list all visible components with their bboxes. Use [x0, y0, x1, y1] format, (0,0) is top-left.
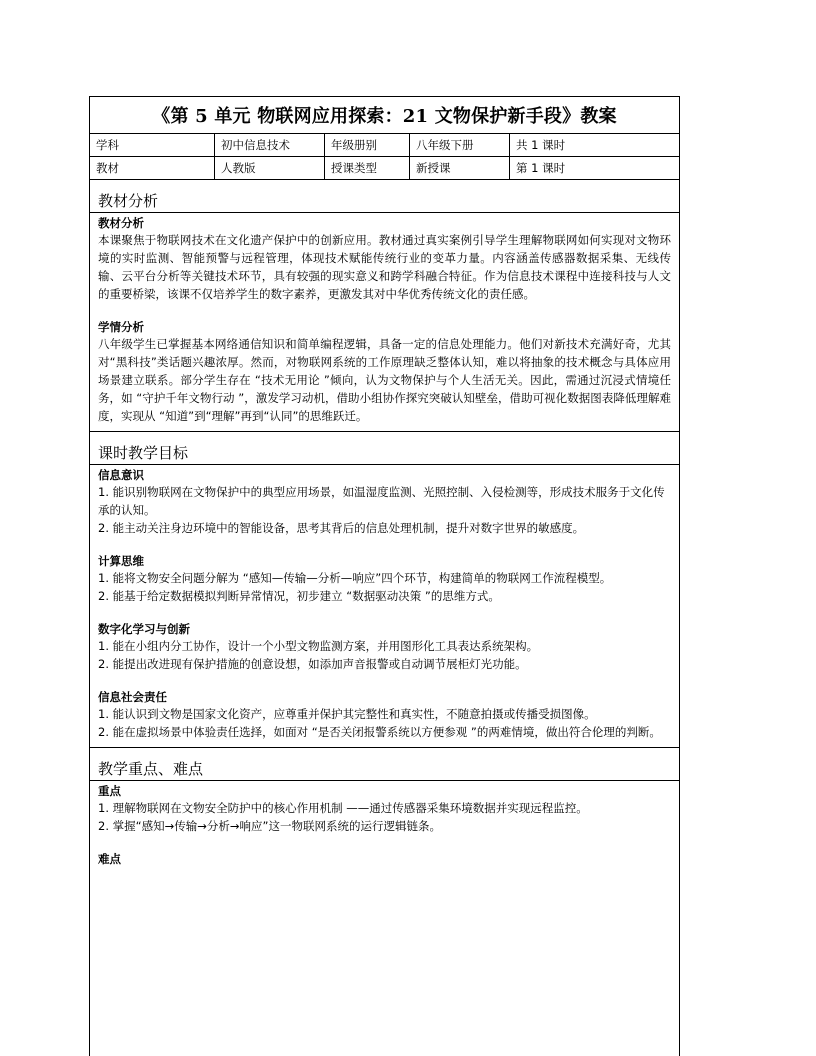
- total-hours: 共 1 课时: [516, 138, 566, 152]
- keypoints-heading: 教学重点、难点: [90, 748, 679, 781]
- page-title: 《第 5 单元 物联网应用探索：21 文物保护新手段》教案: [90, 97, 679, 134]
- focus-label: 重点: [98, 784, 121, 798]
- textbook-label: 教材: [90, 157, 215, 179]
- info-row-textbook: [90, 157, 679, 180]
- objective-group-label: 数字化学习与创新: [98, 622, 190, 636]
- focus-item: 2. 掌握“感知→传输→分析→响应”这一物联网系统的运行逻辑链条。: [98, 819, 441, 833]
- keypoints-section: [90, 748, 679, 873]
- objective-group-label: 信息意识: [98, 468, 144, 482]
- objective-item: 2. 能在虚拟场景中体验责任选择，如面对 “是否关闭报警系统以方便参观 ”的两难情境，做出符合伦理的判断。: [98, 725, 661, 739]
- objective-item: 2. 能主动关注身边环境中的智能设备，思考其背后的信息处理机制，提升对数字世界的敏感度。: [98, 521, 585, 535]
- textbook-value: 人教版: [215, 157, 325, 179]
- objective-group-label: 计算思维: [98, 554, 144, 568]
- lesson-type-label: 授课类型: [325, 157, 410, 179]
- objective-item: 2. 能基于给定数据模拟判断异常情况，初步建立 “数据驱动决策 ”的思维方式。: [98, 589, 500, 603]
- info-row-subject: [90, 134, 679, 157]
- subject-label: 学科: [90, 134, 215, 156]
- current-hour: 第 1 课时: [516, 161, 566, 175]
- objective-item: 1. 能将文物安全问题分解为 “感知—传输—分析—响应”四个环节，构建简单的物联网工作流程模型。: [98, 571, 612, 585]
- difficulty-label: 难点: [98, 852, 121, 866]
- objective-item: 2. 能提出改进现有保护措施的创意设想，如添加声音报警或自动调节展柜灯光功能。: [98, 657, 527, 671]
- objective-item: 1. 能在小组内分工协作，设计一个小型文物监测方案，并用图形化工具表达系统架构。: [98, 639, 539, 653]
- objectives-heading: 课时教学目标: [90, 432, 679, 465]
- objective-item: 1. 能认识到文物是国家文化资产，应尊重并保护其完整性和真实性，不随意拍摄或传播受损图像。: [98, 707, 596, 721]
- objectives-section: [90, 432, 679, 748]
- objective-item: 1. 能识别物联网在文物保护中的典型应用场景，如温湿度监测、光照控制、入侵检测等，形成技术服务于文化传承的认知。: [98, 485, 665, 517]
- objective-group-label: 信息社会责任: [98, 690, 167, 704]
- analysis-section: [90, 180, 679, 432]
- analysis-heading: 教材分析: [90, 180, 679, 213]
- lesson-plan-table: [89, 96, 680, 1056]
- grade-label: 年级册别: [325, 134, 410, 156]
- lesson-type-value: 新授课: [410, 157, 510, 179]
- student-analysis-text: 八年级学生已掌握基本网络通信知识和简单编程逻辑，具备一定的信息处理能力。他们对新技术充满好奇，尤其对“黑科技”类话题兴趣浓厚。然而，对物联网系统的工作原理缺乏整体认知，难以将抽象的技术概念与具体应用场景建立联系。部分学生存在 “技术无用论 ”倾向，认为文物保护与个人生活无关。因此，需通过沉浸式情境任务，如 “守护千年文物行动 ”，激发学习动机，借助小组协作探究突破认知壁垒，借助可视化数据图表降低理解难度，实现从 “知道”到“理解”再到“认同”的思维跃迁。: [98, 337, 671, 423]
- material-analysis-label: 教材分析: [98, 216, 144, 230]
- student-analysis-label: 学情分析: [98, 320, 144, 334]
- focus-item: 1. 理解物联网在文物安全防护中的核心作用机制 ——通过传感器采集环境数据并实现远程监控。: [98, 801, 588, 815]
- grade-value: 八年级下册: [410, 134, 510, 156]
- material-analysis-text: 本课聚焦于物联网技术在文化遗产保护中的创新应用。教材通过真实案例引导学生理解物联网如何实现对文物环境的实时监测、智能预警与远程管理，体现技术赋能传统行业的变革力量。内容涵盖传感器数据采集、无线传输、云平台分析等关键技术环节，具有较强的现实意义和跨学科融合特征。作为信息技术课程中连接科技与人文的重要桥梁，该课不仅培养学生的数字素养，更激发其对中华优秀传统文化的责任感。: [98, 233, 671, 301]
- subject-value: 初中信息技术: [215, 134, 325, 156]
